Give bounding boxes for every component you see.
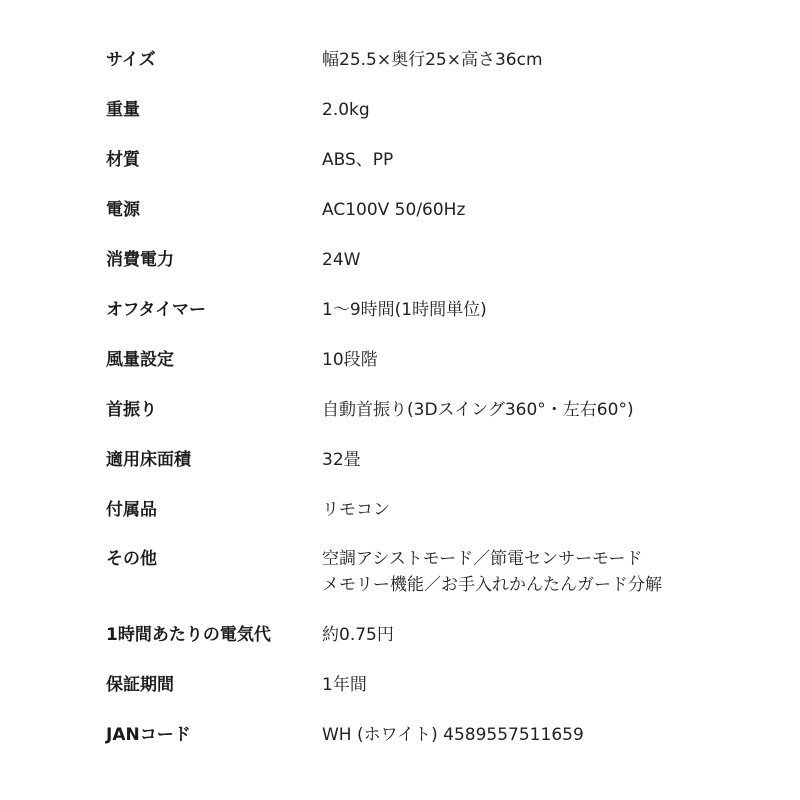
spec-value-line: 2.0kg <box>322 100 370 120</box>
spec-value <box>322 297 487 323</box>
spec-value-line: 10段階 <box>322 350 378 370</box>
spec-value <box>322 546 662 598</box>
spec-label: その他 <box>106 549 157 569</box>
spec-value-line: ABS、PP <box>322 150 394 170</box>
spec-label: 電源 <box>106 200 140 220</box>
spec-value <box>322 447 361 473</box>
spec-value <box>322 347 378 373</box>
spec-value <box>322 672 367 698</box>
spec-value <box>322 397 634 423</box>
spec-value-line: 32畳 <box>322 450 361 470</box>
spec-label: 消費電力 <box>106 250 174 270</box>
spec-value-line: 1年間 <box>322 675 367 695</box>
spec-value-line: 24W <box>322 250 361 270</box>
spec-value <box>322 622 394 648</box>
spec-label: 付属品 <box>106 500 157 520</box>
spec-label: サイズ <box>106 50 156 70</box>
spec-label: 材質 <box>106 150 140 170</box>
spec-label: 1時間あたりの電気代 <box>106 625 271 645</box>
spec-label: 保証期間 <box>106 675 174 695</box>
spec-label: JANコード <box>106 725 191 745</box>
spec-value-line: リモコン <box>322 500 390 520</box>
spec-value-line: AC100V 50/60Hz <box>322 200 466 220</box>
spec-label: 適用床面積 <box>106 450 191 470</box>
spec-value <box>322 722 584 748</box>
spec-value-line: 幅25.5×奥行25×高さ36cm <box>322 50 543 70</box>
spec-value-line: 1〜9時間(1時間単位) <box>322 300 487 320</box>
spec-label: 風量設定 <box>106 350 174 370</box>
spec-value <box>322 97 370 123</box>
spec-value-line: 自動首振り(3Dスイング360°・左右60°) <box>322 400 634 420</box>
spec-value-line: 約0.75円 <box>322 625 394 645</box>
spec-label: オフタイマー <box>106 300 206 320</box>
spec-label: 重量 <box>106 100 140 120</box>
spec-value <box>322 147 393 173</box>
spec-value <box>322 247 360 273</box>
spec-label: 首振り <box>106 400 157 420</box>
spec-value-line: メモリー機能／お手入れかんたんガード分解 <box>322 575 662 595</box>
spec-value <box>322 197 465 223</box>
spec-value-line: WH (ホワイト) 4589557511659 <box>322 725 584 745</box>
spec-value-line: 空調アシストモード／節電センサーモード <box>322 549 643 569</box>
spec-value <box>322 497 390 523</box>
spec-value <box>322 47 543 73</box>
